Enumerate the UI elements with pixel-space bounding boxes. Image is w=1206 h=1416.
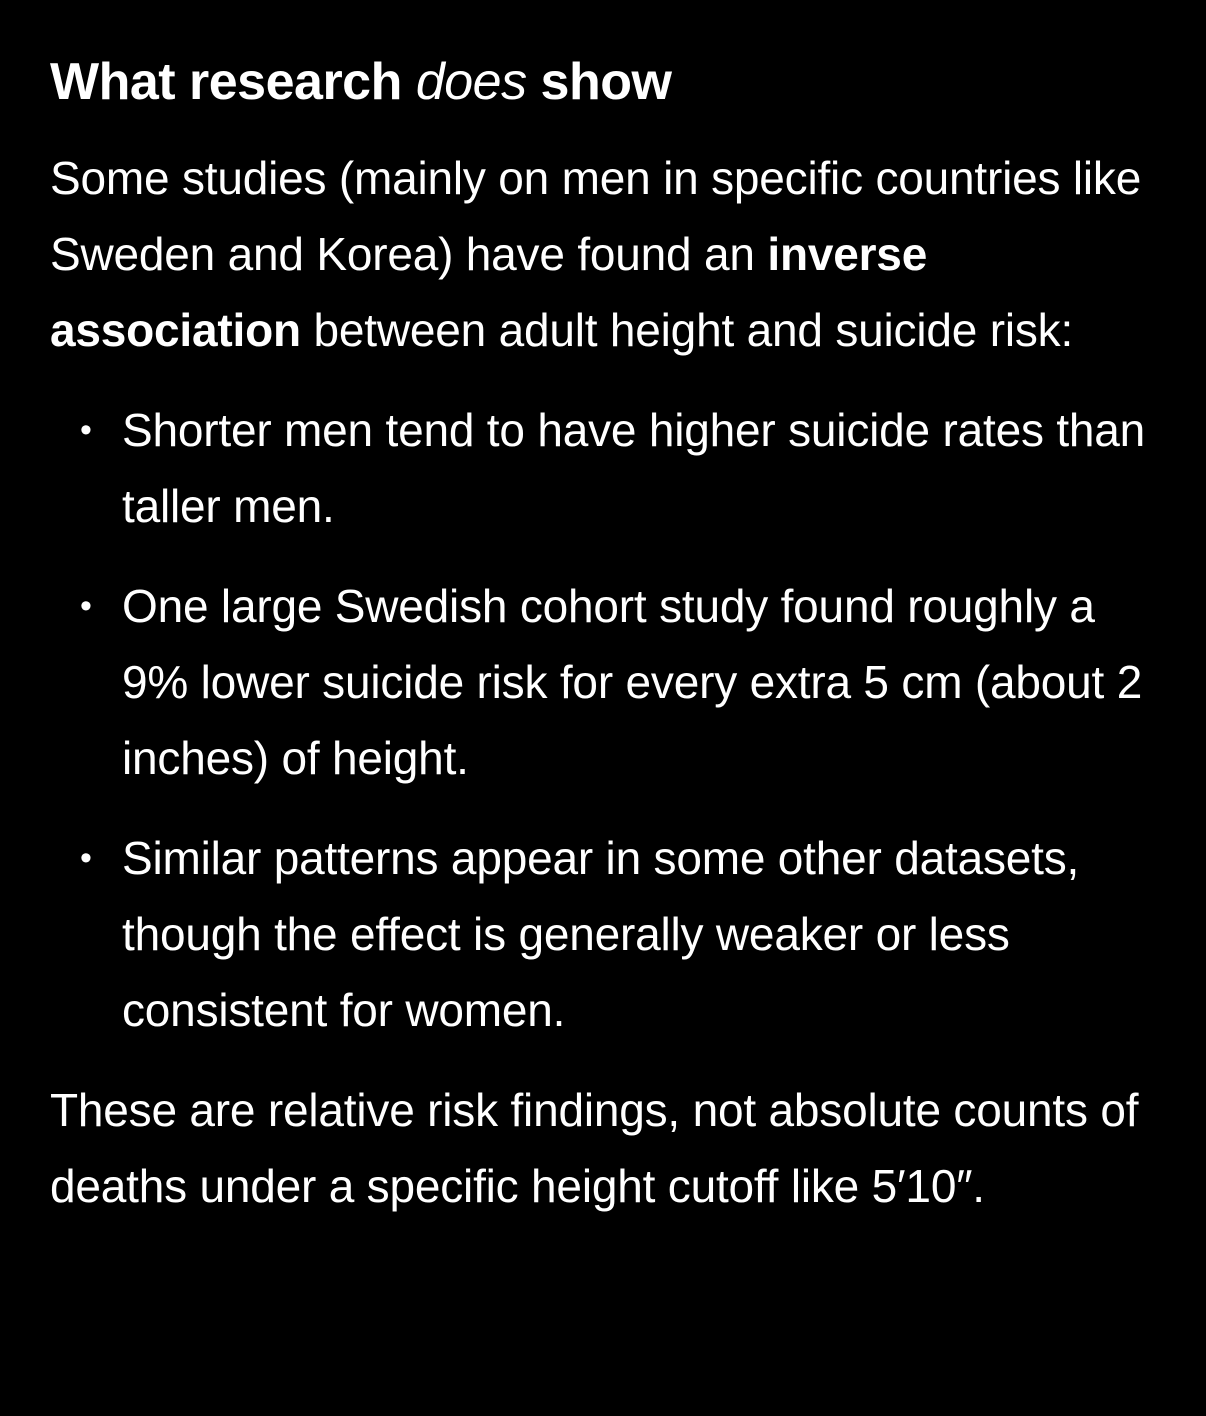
list-item-text: Shorter men tend to have higher suicide rates than taller men.: [122, 404, 1146, 532]
intro-text-after: between adult height and suicide risk:: [300, 304, 1074, 356]
intro-paragraph: [50, 140, 1156, 368]
intro-text-before: Some studies (mainly on men in specific countries like Sweden and Korea) have found an: [50, 152, 1142, 280]
section-heading: [50, 44, 1156, 120]
closing-paragraph: These are relative risk findings, not absolute counts of deaths under a specific height cutoff like 5′10″.: [50, 1084, 1139, 1212]
heading-text-after: show: [526, 53, 672, 111]
heading-emphasis: does: [415, 53, 527, 111]
list-item: [50, 568, 1156, 796]
list-item-text: One large Swedish cohort study found roughly a 9% lower suicide risk for every extra 5 cm (about 2 inches) of height.: [122, 580, 1143, 784]
bullet-marker: •: [80, 839, 92, 877]
bullet-marker: •: [80, 587, 92, 625]
heading-text-before: What research: [50, 53, 416, 111]
list-item: [50, 392, 1156, 544]
list-item-text: Similar patterns appear in some other datasets, though the effect is generally weaker or less consistent for women.: [122, 832, 1080, 1036]
findings-list: [50, 392, 1156, 1048]
bullet-marker: •: [80, 411, 92, 449]
intro-bold-term: inverse association: [50, 228, 928, 356]
list-item: [50, 820, 1156, 1048]
